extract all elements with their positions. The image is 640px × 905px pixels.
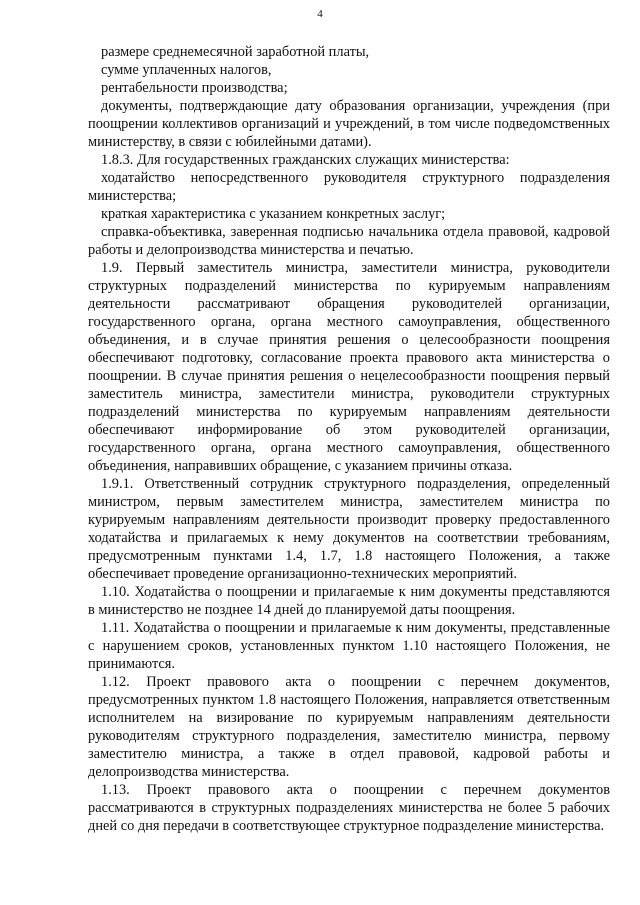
paragraph-profitability: рентабельности производства; <box>101 80 288 96</box>
page-number: 4 <box>317 8 323 20</box>
paragraph-1-8-3: 1.8.3. Для государственных гражданских служащих министерства: <box>101 152 510 168</box>
paragraph-1-11: 1.11. Ходатайства о поощрении и прилагаемые к ним документы, представленные с нарушением сроков, установленных пунктом 1.10 настоящего Положения, не принимаются. <box>88 620 610 672</box>
paragraph-1-9-1: 1.9.1. Ответственный сотрудник структурного подразделения, определенный министром, первым заместителем министра, заместителем министра по курируемым направлениям деятельности производит проверку предоставленного ходатайства и прилагаемых к нему документов на соответствии требованиям, предусмотренным пунктами 1.4, 1.7, 1.8 настоящего Положения, а также обеспечивает проведение организационно-технических мероприятий. <box>88 476 610 582</box>
paragraph-characteristic: краткая характеристика с указанием конкретных заслуг; <box>101 206 446 222</box>
paragraph-founding-documents: документы, подтверждающие дату образования организации, учреждения (при поощрении коллективов организаций и учреждений, в том числе подведомственных министерству, в связи с юбилейными датами). <box>88 98 610 150</box>
paragraph-1-10: 1.10. Ходатайства о поощрении и прилагаемые к ним документы представляются в министерство не позднее 14 дней до планируемой даты поощрения. <box>88 584 610 618</box>
paragraph-petition: ходатайство непосредственного руководителя структурного подразделения министерства; <box>88 170 610 204</box>
paragraph-1-13: 1.13. Проект правового акта о поощрении с перечнем документов рассматриваются в структурных подразделениях министерства не более 5 рабочих дней со дня передачи в соответствующее структурное подразделение министерства. <box>88 782 610 834</box>
paragraph-certificate: справка-объективка, заверенная подписью начальника отдела правовой, кадровой работы и делопроизводства министерства и печатью. <box>88 224 610 258</box>
paragraph-1-12: 1.12. Проект правового акта о поощрении с перечнем документов, предусмотренных пунктом 1.8 настоящего Положения, направляется ответственным исполнителем на визирование по курируемым направлениям деятельности руководителям структурного подразделения, заместителю министра, первому заместителю министра, а также в отдел правовой, кадровой работы и делопроизводства министерства. <box>88 674 610 780</box>
paragraph-taxes: сумме уплаченных налогов, <box>101 62 272 78</box>
paragraph-salary: размере среднемесячной заработной платы, <box>101 44 370 60</box>
paragraph-1-9: 1.9. Первый заместитель министра, заместители министра, руководители структурных подразделений министерства по курируемым направлениям деятельности рассматривают обращения руководителей организации, государственного органа, органа местного самоуправления, общественного объединения, и в случае принятия решения о целесообразности поощрения обеспечивают подготовку, согласование проекта правового акта министерства о поощрении. В случае принятия решения о нецелесообразности поощрения первый заместитель министра, заместители министра, руководители структурных подразделений министерства по курируемым направлениям деятельности обеспечивают информирование об этом руководителей организации, государственного органа, органа местного самоуправления, общественного объединения, направивших обращение, с указанием причины отказа. <box>88 260 610 474</box>
document-body <box>88 43 610 835</box>
